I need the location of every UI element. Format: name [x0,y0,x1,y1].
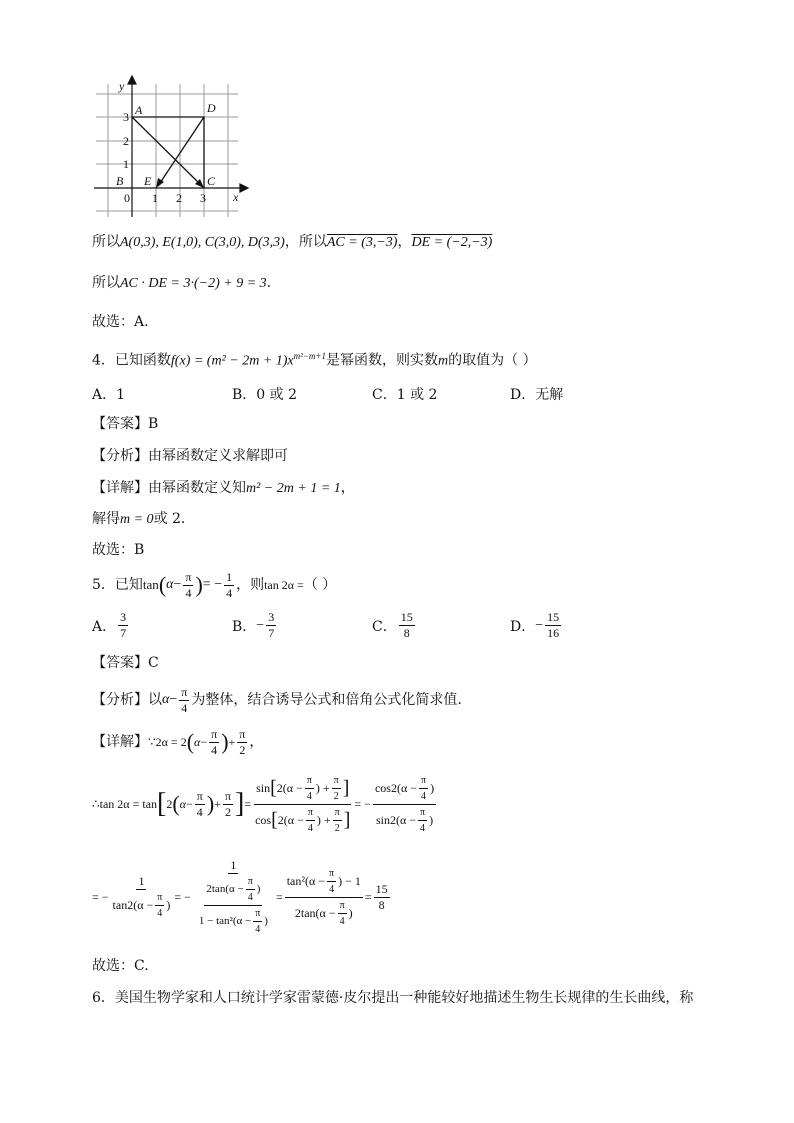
point-d-label: D [207,101,216,115]
point-a-label: A [135,103,143,117]
x-tick-0: 0 [124,191,130,205]
q5-stem-mid: ，则 [236,577,265,593]
q5-stem-expr: tan 2α = [264,578,304,592]
q4-answer [92,414,158,434]
sol3-points: A(0,3), E(1,0), C(3,0), D(3,3) [120,235,285,250]
q5-analysis-prefix: 以 [148,692,162,708]
sol3-dot-product: AC · DE = 3·(−2) + 9 = 3 [120,276,267,291]
sol3-line1: 所以A(0,3), E(1,0), C(3,0), D(3,3)，所以AC = (3,−3)，DE = (−2,−3) [92,234,493,250]
q5-cos-sin-fraction: cos2(α − $\frac{\pi}{4}$ ) sin2(α − $\frac{\pi}{4}$ ) [374,774,435,834]
q4-solve [92,509,195,530]
q5-final-fraction: tan²(α − $\frac{\pi}{4}$ ) − 1 2tan(α − $\frac{\pi}{4}$ ) [286,867,361,927]
q4-option-c: C．1 或 2 [372,387,438,403]
sol3-choice: 故选：A. [92,314,149,330]
q6-stem: 6．美国生物学家和人口统计学家雷蒙德·皮尔提出一种能较好地描述生物生长规律的生长曲线，称 [92,990,694,1006]
q5-analysis-suffix: 为整体，结合诱导公式和倍角公式化简求值. [191,692,462,708]
point-b-label: B [116,174,124,188]
y-tick-2: 2 [123,134,129,148]
q4-detail-label: 【详解】 [92,480,148,496]
q4-analysis [92,446,288,466]
grid [96,84,238,217]
q4-detail [92,478,355,499]
y-tick-3: 3 [123,110,129,124]
q5-option-c: C． $\frac{15}{8}$ [372,610,413,640]
q5-analysis-label: 【分析】 [92,692,148,708]
q4-answer-label: 【答案】 [92,416,148,432]
point-c-label: C [207,174,216,188]
q4-analysis-text: 由幂函数定义求解即可 [148,448,288,464]
q4-stem-suffix: 是幂函数，则实数 [326,352,438,369]
q5-one-over-4: $\frac{1}{4}$ [226,569,233,600]
sol3-vec-de: DE = (−2,−3) [411,235,493,250]
q4-var-m: m [438,353,449,369]
q5-detail-label: 【详解】 [92,734,148,750]
q5-analysis: 【分析】 以 α − $\frac{\pi}{4}$ 为整体，结合诱导公式和倍角公式化简求值. [92,684,462,715]
sol3-line2-end: . [266,275,272,291]
point-e-label: E [144,174,152,188]
q5-choice: 故选：C. [92,958,149,974]
figure-lines [132,117,204,188]
q5-detail-line2: ∴ tan 2α = tan [ 2 ( α − $\frac{\pi}{4}$ ) + $\frac{\pi}{2}$ ] = sin [ 2(α − $\frac{\pi}{4}$ ) + $\frac{\pi}{2}$ ] cos [ 2(α − $\frac{\pi}{4}$ ) + $\frac{\pi}{2}$ ] = − cos2(α − $\frac{\pi}{4}$ ) sin2(α − $\frac{\pi}{4}$ ) [92,774,435,834]
coordinate-graph [88,72,258,220]
q4-option-a: A．1 [92,387,126,403]
q4-choice: 故选：B [92,542,145,558]
q5-option-b: B． − $\frac{3}{7}$ [232,610,275,640]
q4-detail-end: ， [340,480,355,496]
q5-answer [92,653,159,673]
q5-stem-end: （ ） [303,577,337,593]
q4-stem [92,346,537,372]
axes [94,76,248,217]
sol3-vec-ac: AC = (3,−3) [326,235,398,250]
q5-sin-cos-fraction: sin [ 2(α − $\frac{\pi}{4}$ ) + $\frac{\pi}{2}$ ] cos [ 2(α − $\frac{\pi}{4}$ ) + $\frac{\pi}{2}$ ] [255,774,351,834]
q5-pi-over-4: $\frac{\pi}{4}$ [185,569,192,600]
x-tick-3: 3 [200,191,206,205]
x-tick-1: 1 [152,191,158,205]
q5-stem-prefix: 5．已知 [92,577,143,593]
q5-option-d: D． − $\frac{15}{16}$ [510,610,560,640]
q4-stem-end: 的取值为（ ） [448,352,537,369]
q4-analysis-label: 【分析】 [92,448,148,464]
q4-answer-value: B [148,416,159,432]
q4-solve-expr: m = 0 [120,512,154,527]
q5-detail-line3: = − 1 tan2(α − $\frac{\pi}{4}$ ) = − 1 2tan(α − $\frac{\pi}{4}$ ) 1 − tan²(α − $\frac{\pi}{4}$ ) = tan²(α − $\frac{\pi}{4}$ ) − 1 2tan(α − $\frac{\pi}{4}$ ) = $\frac{15}{8}$ [92,857,388,935]
q5-answer-label: 【答案】 [92,655,148,671]
q5-detail-line1: 【详解】 ∵ 2α = 2 ( α − $\frac{\pi}{4}$ ) + $\frac{\pi}{2}$ ， [92,726,264,757]
q5-compound-fraction: 1 2tan(α − $\frac{\pi}{4}$ ) 1 − tan²(α − $\frac{\pi}{4}$ ) [198,857,268,935]
axis-x-label: x [233,190,239,204]
q4-function-exponent: m²−m+1 [293,351,326,361]
q4-option-b: B．0 或 2 [232,387,298,403]
q4-option-d: D．无解 [510,387,564,403]
q4-solve-prefix: 解得 [92,511,120,527]
q4-solve-suffix: 或 2． [153,511,195,527]
sol3-line1-mid: ，所以 [284,234,327,250]
q5-answer-value: C [148,655,159,671]
q5-result-fraction: $\frac{15}{8}$ [375,881,388,912]
y-tick-1: 1 [123,157,129,171]
q4-stem-prefix: 4．已知函数 [92,352,171,369]
q5-stem: 5．已知 tan ( α − $\frac{\pi}{4}$ ) = − $\frac{1}{4}$ ，则 tan 2α = （ ） [92,569,337,600]
q5-option-a: A． $\frac{3}{7}$ [92,610,127,640]
sol3-line1-prefix: 所以 [92,234,120,250]
q4-function: f(x) = (m² − 2m + 1)x [170,353,294,369]
q4-detail-text: 由幂函数定义知 [148,480,246,496]
q4-detail-expr: m² − 2m + 1 = 1 [246,481,341,496]
q5-one-over-tan-fraction: 1 tan2(α − $\frac{\pi}{4}$ ) [112,873,171,919]
x-tick-2: 2 [176,191,182,205]
sol3-line2 [92,273,271,294]
axis-y-label: y [119,79,125,93]
sol3-line2-prefix: 所以 [92,275,120,291]
